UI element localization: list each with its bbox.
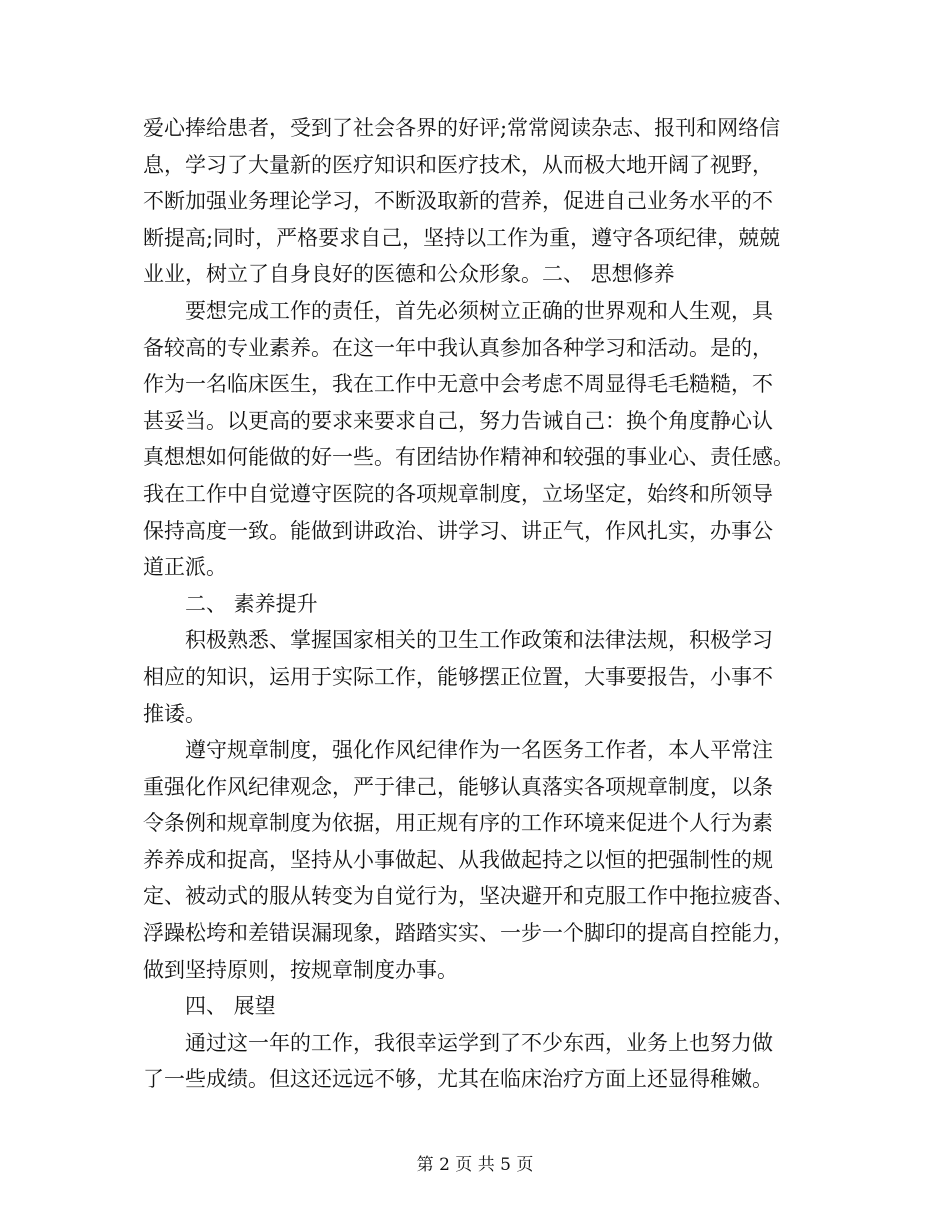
text-line: 相应的知识，运用于实际工作，能够摆正位置，大事要报告，小事不 bbox=[143, 664, 773, 689]
text-line: 浮躁松垮和差错误漏现象，踏踏实实、一步一个脚印的提高自控能力， bbox=[143, 921, 794, 946]
text-line: 甚妥当。以更高的要求来要求自己，努力告诫自己：换个角度静心认 bbox=[143, 408, 773, 433]
text-line: 真想想如何能做的好一些。有团结协作精神和较强的事业心、责任感。 bbox=[143, 445, 794, 470]
text-line: 业业，树立了自身良好的医德和公众形象。二、 思想修养 bbox=[143, 262, 675, 287]
text-line: 了一些成绩。但这还远远不够，尤其在临床治疗方面上还显得稚嫩。 bbox=[143, 1067, 773, 1092]
text-line: 道正派。 bbox=[143, 555, 227, 580]
text-line: 通过这一年的工作，我很幸运学到了不少东西，业务上也努力做 bbox=[143, 1030, 773, 1055]
text-line: 重强化作风纪律观念，严于律己，能够认真落实各项规章制度，以条 bbox=[143, 774, 773, 799]
text-line: 爱心捧给患者，受到了社会各界的好评;常常阅读杂志、报刊和网络信 bbox=[143, 116, 781, 140]
section-heading: 四、 展望 bbox=[143, 994, 276, 1019]
document-body bbox=[143, 110, 813, 1098]
text-line: 备较高的专业素养。在这一年中我认真参加各种学习和活动。是的， bbox=[143, 335, 773, 360]
section-heading: 二、 素养提升 bbox=[143, 591, 318, 616]
text-line: 息，学习了大量新的医疗知识和医疗技术，从而极大地开阔了视野， bbox=[143, 152, 773, 177]
text-line: 做到坚持原则，按规章制度办事。 bbox=[143, 957, 458, 982]
page-footer bbox=[0, 1153, 950, 1177]
text-line: 要想完成工作的责任，首先必须树立正确的世界观和人生观，具 bbox=[143, 298, 773, 323]
text-line: 养养成和捉高，坚持从小事做起、从我做起持之以恒的把强制性的规 bbox=[143, 847, 773, 872]
text-line: 遵守规章制度，强化作风纪律作为一名医务工作者，本人平常注 bbox=[143, 738, 773, 763]
text-line: 定、被动式的服从转变为自觉行为，坚决避开和克服工作中拖拉疲沓、 bbox=[143, 884, 794, 909]
page-number-label: 第 2 页 共 5 页 bbox=[416, 1155, 534, 1175]
text-line: 令条例和规章制度为依据，用正规有序的工作环境来促进个人行为素 bbox=[143, 811, 773, 836]
text-line: 不断加强业务理论学习，不断汲取新的营养，促进自己业务水平的不 bbox=[143, 189, 773, 214]
text-line: 断提高;同时，严格要求自己，坚持以工作为重，遵守各项纪律，兢兢 bbox=[143, 225, 781, 250]
text-line: 我在工作中自觉遵守医院的各项规章制度，立场坚定，始终和所领导 bbox=[143, 481, 773, 506]
text-line: 作为一名临床医生，我在工作中无意中会考虑不周显得毛毛糙糙，不 bbox=[143, 372, 773, 397]
text-line: 积极熟悉、掌握国家相关的卫生工作政策和法律法规，积极学习 bbox=[143, 628, 773, 653]
text-line: 推诿。 bbox=[143, 701, 206, 726]
text-line: 保持高度一致。能做到讲政治、讲学习、讲正气，作风扎实，办事公 bbox=[143, 518, 773, 543]
